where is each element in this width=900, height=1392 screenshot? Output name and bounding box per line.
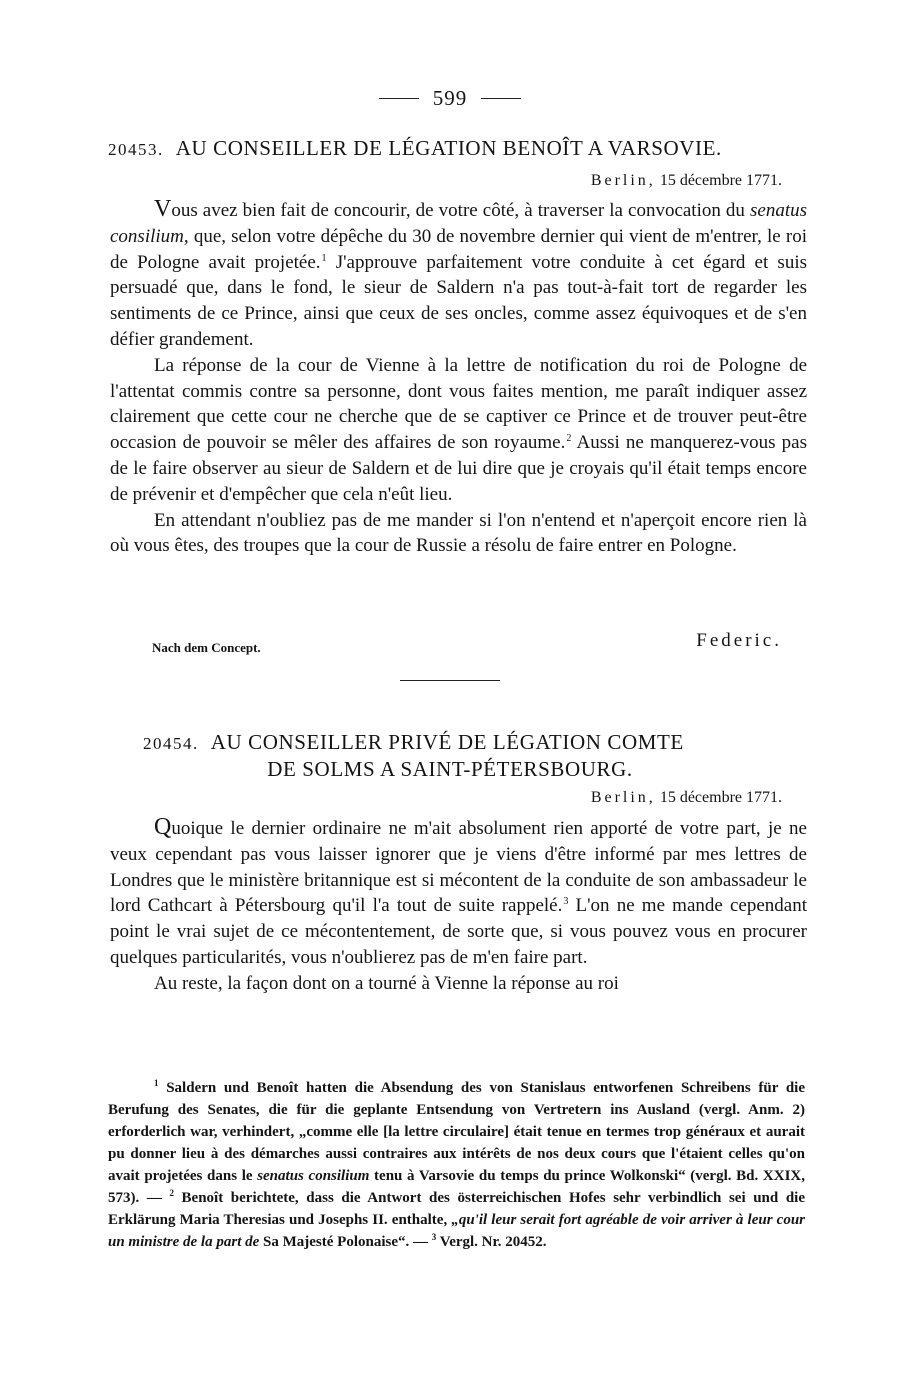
footnote-ref[interactable]: 1 (321, 252, 327, 264)
dateline (591, 172, 782, 190)
footnote-mark: 1 (154, 1078, 159, 1088)
page-number: 599 (432, 86, 468, 110)
text-run: que, selon votre dépêche du 30 de novembre dernier qui vient de m'entrer, le roi de Pologne avait projetée. (110, 225, 807, 273)
drop-cap: V (154, 196, 172, 222)
dateline-place: Berlin, (590, 172, 656, 189)
page-header (0, 86, 900, 111)
text-run: La réponse de la cour de Vienne à la lettre de notification du roi de Pologne de l'attentat commis contre sa personne, dont vous faites mention, me paraît indiquer assez clairement que cette cour ne cherche que de se captiver ce Prince et de trouver peut-être occasion de pouvoir se mêler des affaires de son royaume. (110, 354, 807, 454)
letter-body (110, 197, 807, 559)
letter-heading-20454 (143, 730, 684, 755)
letter-number: 20454. (143, 734, 199, 753)
letter-body (110, 815, 807, 997)
footnote (108, 1077, 805, 1253)
paragraph: En attendant n'oubliez pas de me mander si l'on n'entend et n'aperçoit encore rien là où vous êtes, des troupes que la cour de Russie a résolu de faire entrer en Pologne. (110, 509, 807, 557)
text-run: Sa Majesté Polonaise“. — (259, 1234, 432, 1250)
footnote-mark: 2 (169, 1188, 174, 1198)
footnote-ref[interactable]: 3 (563, 896, 569, 908)
footnotes (108, 1077, 805, 1253)
text-run: Vergl. Nr. 20452. (436, 1234, 547, 1250)
text-run: J'approuve parfaitement votre conduite à cet égard et suis persuadé que, dans le fond, le sieur de Saldern n'a pas tout-à-fait tort de regarder les sentiments de ce Prince, ainsi que ceux de ses oncles, comme assez équivoques et de s'en défier grandement. (110, 251, 807, 350)
header-rule-right (481, 98, 521, 99)
paragraph: Au reste, la façon dont on a tourné à Vienne la réponse au roi (154, 972, 619, 994)
letter-title-continued: DE SOLMS A SAINT-PÉTERSBOURG. (267, 757, 633, 781)
paragraph (110, 353, 807, 508)
header-rule-left (379, 98, 419, 99)
text-run: Saldern und Benoît hatten die Absendung des von Stanislaus entworfenen Schreibens für die Berufung des Senates, die für die geplante Entsendung von Vertretern ins Ausland (vergl. Anm. 2) erforderlich war, verhindert, „comme elle [la lettre circulaire] était tenue en termes trop généraux et aurait pu donner lieu à des démarches aussi contraires aux intérêts de nos deux cours que l'étaient celles qu'on avait projetées dans le (108, 1080, 805, 1184)
text-run: ous avez bien fait de concourir, de votre côté, à traverser la convocation du (171, 200, 750, 221)
signature: Federic. (696, 630, 782, 651)
paragraph (110, 197, 807, 353)
source-note: Nach dem Concept. (152, 640, 261, 655)
letter-title: AU CONSEILLER DE LÉGATION BENOÎT A VARSOVIE. (175, 136, 722, 160)
footnote-ref[interactable]: 2 (566, 433, 572, 445)
drop-cap: Q (154, 814, 172, 840)
section-divider (400, 680, 500, 681)
text-run: Benoît berichtete, dass die Antwort des österreichischen Hofes sehr verbindlich sei und die Erklärung Maria Theresias und Josephs II. enthalte, (108, 1190, 805, 1228)
text-run: Aussi ne manquerez-vous pas de le faire observer au sieur de Saldern et de lui dire que je croyais qu'il était temps encore de prévenir et d'empêcher que cela n'eût lieu. (110, 432, 808, 505)
letter-heading-20453 (108, 136, 722, 161)
dateline-date: 15 décembre 1771. (659, 172, 782, 189)
text-run: tenu à Varsovie du temps du prince Wolkonski“ (vergl. Bd. XXIX, 573). — (108, 1168, 806, 1206)
footnote-mark: 3 (431, 1232, 437, 1242)
latin-term: senatus consilium, (110, 200, 807, 247)
dateline-place: Berlin, (590, 789, 656, 806)
paragraph (110, 815, 807, 971)
dateline-date: 15 décembre 1771. (659, 789, 782, 806)
letter-title: AU CONSEILLER PRIVÉ DE LÉGATION COMTE (210, 730, 684, 754)
text-run: L'on ne me mande cependant point le vrai sujet de ce mécontentement, de sorte que, si vous pouvez vous en procurer quelques particularités, vous n'oublierez pas de m'en faire part. (110, 895, 807, 968)
text-run: uoique le dernier ordinaire ne m'ait absolument rien apporté de votre part, je ne veux cependant pas vous laisser ignorer que je viens d'être informé par mes lettres de Londres que le ministère britannique est si mécontent de la conduite de son ambassadeur le lord Cathcart à Pétersbourg qu'il l'a tout de suite rappelé. (110, 818, 807, 917)
latin-term: senatus consilium (257, 1168, 370, 1184)
dateline (591, 789, 782, 807)
quoted-french: „qu'il leur serait fort agréable de voir arriver à leur cour un ministre de la part de (108, 1212, 805, 1250)
letter-number: 20453. (108, 140, 164, 159)
